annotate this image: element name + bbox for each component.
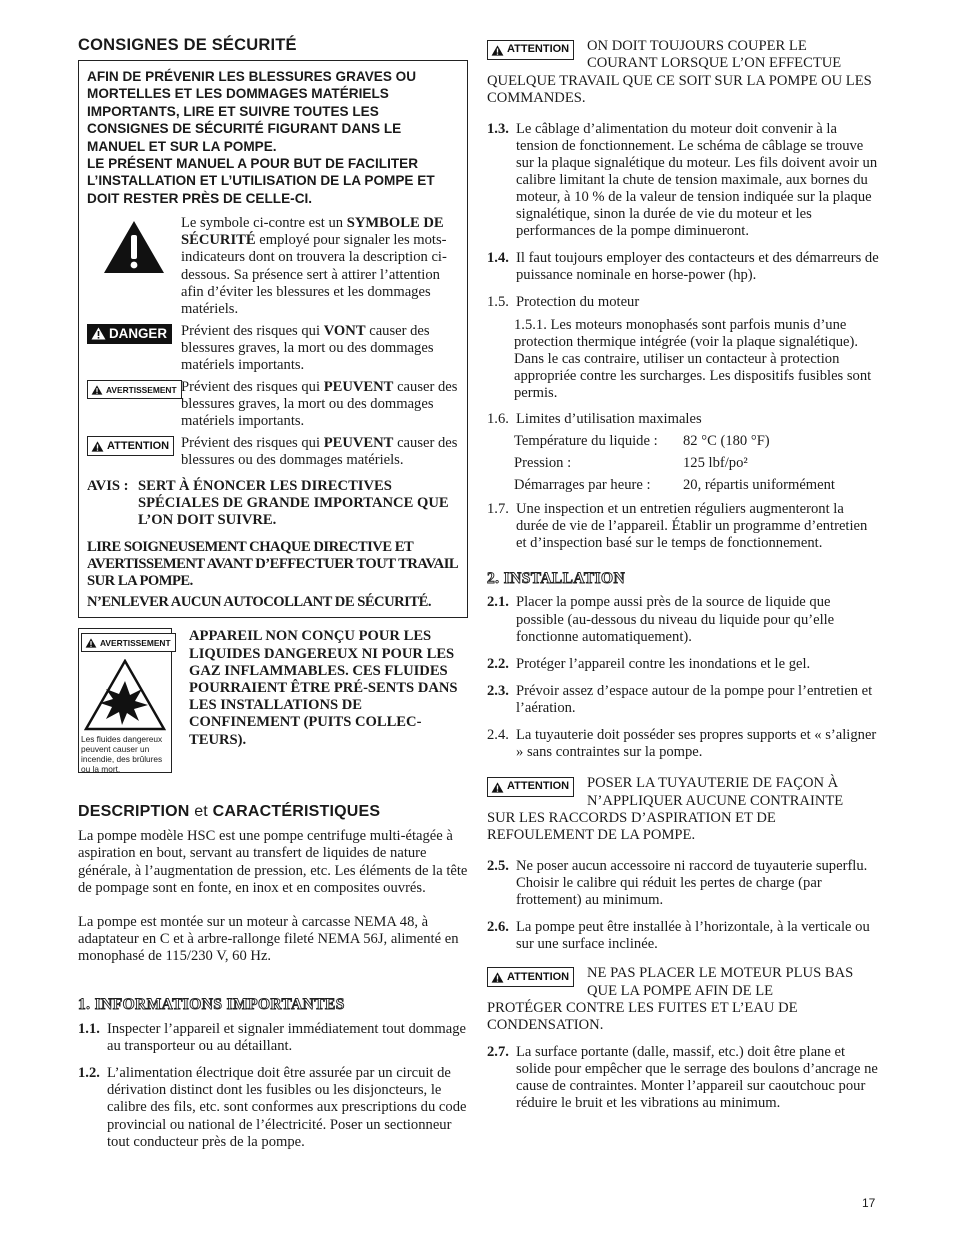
list-item: 2.6. La pompe peut être installée à l’horizontale, à la verticale ou sur une surface inclinée.: [487, 919, 870, 953]
read-instructions-text: LIRE SOIGNEUSEMENT CHAQUE DIRECTIVE ET AVERTISSEMENT AVANT D’EFFECTUER TOUT TRAVAIL SUR LA POMPE.: [87, 538, 458, 589]
operating-limits-table: Température du liquide : 82 °C (180 °F) Pression : 125 lbf/po² Démarrages par heure : 20, répartis uniformément: [514, 433, 835, 494]
explosion-icon: [84, 659, 166, 731]
list-item: 2.4. La tuyauterie doit posséder ses propres supports et « s’aligner » sans contraintes sur la pompe.: [487, 726, 877, 761]
attention-badge: ATTENTION: [87, 436, 174, 456]
safety-alert-icon: [87, 215, 181, 318]
warning-triangle-icon: [85, 638, 97, 648]
avertissement-badge: AVERTISSEMENT: [87, 380, 182, 399]
attention-text: Prévient des risques qui PEUVENT causer des blessures ou des dommages matériels.: [181, 435, 458, 469]
right-column: [487, 38, 879, 1112]
hazardous-fluid-caption: Les fluides dangereux peuvent causer un incendie, des brûlures ou la mort.: [81, 734, 163, 775]
danger-badge: DANGER: [87, 324, 172, 344]
attention-power-notice: ATTENTION ON DOIT TOUJOURS COUPER LE COURANT LORSQUE L’ON EFFECTUE QUELQUE TRAVAIL QUE CE SOIT SUR LA POMPE OU LES COMMANDES.: [487, 38, 872, 107]
safety-symbol-row: [87, 215, 459, 318]
important-info-title: 1. INFORMATIONS IMPORTANTES: [78, 996, 345, 1014]
list-item: 2.7. La surface portante (dalle, massif, etc.) doit être plane et solide pour empêcher que le serrage des boulons d’ancrage ne cause de contraintes. Monter l’appareil sur caoutchouc pour réduire le bruit et les vibrations au minimum.: [487, 1043, 878, 1112]
danger-text: Prévient des risques qui VONT causer des blessures graves, la mort ou des dommages matériels importants.: [181, 322, 434, 373]
page-number: 17: [862, 1196, 876, 1210]
attention-badge: ATTENTION: [487, 967, 574, 987]
hazardous-fluid-label: [78, 628, 172, 773]
list-item: 2.3. Prévoir assez d’espace autour de la pompe pour l’entretien et l’aération.: [487, 682, 873, 716]
installation-title: 2. INSTALLATION: [487, 570, 626, 588]
safety-symbol-text: Le symbole ci-contre est un SYMBOLE DE SÉCURITÉ employé pour signaler les mots-indicateurs dont on trouvera la description ci-dessous. Sa présence sert à attirer l’attention afin d’éviter les blessures et les dommages matériels.: [181, 215, 447, 317]
motor-protection-text: 1.5.1. Les moteurs monophasés sont parfois munis d’une protection thermique intégrée (voir la plaque signalétique). Dans le cas contraire, utiliser un contacteur à protection appropriée contre les surcharges. Les dispositifs fusibles sont permis.: [514, 316, 872, 401]
list-item: 2.1. Placer la pompe aussi près de la source de liquide que possible (au-dessous du niveau du liquide pour qu’elle fonctionne automatiquement).: [487, 594, 835, 645]
danger-row: [87, 323, 459, 374]
attention-motor-notice: ATTENTION NE PAS PLACER LE MOTEUR PLUS BAS QUE LA POMPE AFIN DE LE PROTÉGER CONTRE LES FUITES ET L’EAU DE CONDENSATION.: [487, 965, 854, 1034]
avis-row: [87, 478, 459, 529]
hazardous-fluid-warning: [78, 628, 468, 773]
safety-intro-2: LE PRÉSENT MANUEL A POUR BUT DE FACILITER L’INSTALLATION ET L’UTILISATION DE LA POMPE ET DOIT RESTER PRÈS DE CELLE-CI.: [87, 156, 435, 206]
avis-label: AVIS :: [87, 477, 129, 494]
warning-triangle-icon: [91, 441, 104, 452]
left-column: [78, 36, 468, 1151]
list-item: 1.3. Le câblage d’alimentation du moteur doit convenir à la tension de fonctionnement. Le schéma de câblage se trouve sur la plaque signalétique du moteur. Les fils doivent avoir un calibre limitant la chute de tension maximale, aux bornes du moteur, à 10 % de la valeur de tension indiquée sur la plaque signalétique, sinon la durée de vie du moteur et les performances de la pompe diminueront.: [487, 120, 878, 240]
warning-triangle-icon: [491, 45, 504, 56]
warning-triangle-icon: [91, 385, 103, 395]
avertissement-text: Prévient des risques qui PEUVENT causer des blessures graves, la mort ou des dommages matériels importants.: [181, 379, 458, 430]
list-item: 2.5. Ne poser aucun accessoire ni raccord de tuyauterie superflu. Choisir le calibre qui réduit les pertes de charge (par frottement) au minimum.: [487, 857, 868, 908]
attention-piping-notice: ATTENTION POSER LA TUYAUTERIE DE FAÇON À N’APPLIQUER AUCUNE CONTRAINTE SUR LES RACCORDS D’ASPIRATION ET DE REFOULEMENT DE LA POMPE.: [487, 775, 844, 844]
hazardous-fluid-text: APPAREIL NON CONÇU POUR LES LIQUIDES DANGEREUX NI POUR LES GAZ INFLAMMABLES. CES FLUIDES POURRAIENT ÊTRE PRÉ-SENTS DANS LES INSTALLATIONS DE CONFINEMENT (PUITS COLLEC-TEURS).: [189, 628, 458, 748]
description-paragraph-2: La pompe est montée sur un moteur à carcasse NEMA 48, à adaptateur en C et à arbre-rallonge fileté NEMA 56J, alimenté en monophasé de 115/230 V, 60 Hz.: [78, 913, 459, 964]
list-item: 1.1. Inspecter l’appareil et signaler immédiatement tout dommage au transporteur ou au détaillant.: [78, 1021, 467, 1055]
warning-triangle-icon: [491, 782, 504, 793]
list-item: 2.2. Protéger l’appareil contre les inondations et le gel.: [487, 655, 811, 672]
list-item: 1.2. L’alimentation électrique doit être assurée par un circuit de dérivation distinct dont les fusibles ou les disjoncteurs, le calibre des fils, etc. sont conformes aux prescriptions du code provincial ou national de l’électricité. Poser un sectionneur tout conducteur près de la pompe.: [78, 1065, 467, 1150]
description-title: DESCRIPTION et CARACTÉRISTIQUES: [78, 803, 381, 821]
list-item: 1.5. Protection du moteur: [487, 294, 640, 311]
attention-badge: ATTENTION: [487, 40, 574, 60]
safety-title: CONSIGNES DE SÉCURITÉ: [78, 36, 297, 54]
warning-triangle-icon: [91, 327, 106, 340]
list-item: 1.4. Il faut toujours employer des contacteurs et des démarreurs de puissance nominale en horse-power (hp).: [487, 250, 879, 284]
avertissement-badge: AVERTISSEMENT: [81, 633, 176, 652]
attention-badge: ATTENTION: [487, 777, 574, 797]
safety-intro-1: AFIN DE PRÉVENIR LES BLESSURES GRAVES OU MORTELLES ET LES DOMMAGES MATÉRIELS IMPORTANTS, LIRE ET SUIVRE TOUTES LES CONSIGNES DE SÉCURITÉ FIGURANT DANS LE MANUEL ET SUR LA POMPE.: [87, 69, 417, 154]
remove-sticker-text: N’ENLEVER AUCUN AUTOCOLLANT DE SÉCURITÉ.: [87, 594, 431, 611]
avertissement-row: [87, 379, 459, 430]
warning-triangle-icon: [491, 972, 504, 983]
description-paragraph-1: La pompe modèle HSC est une pompe centrifuge multi-étagée à aspiration en bout, servant au transfert de liquides de nature générale, à l’augmentation de pression, etc. Les éléments de la tête de pompage sont en fonte, en inox et en composites ouvrés.: [78, 828, 468, 896]
safety-box: [78, 60, 468, 618]
avis-text: SERT À ÉNONCER LES DIRECTIVES SPÉCIALES DE GRANDE IMPORTANCE QUE L’ON DOIT SUIVRE.: [138, 477, 449, 528]
list-item: 1.6. Limites d’utilisation maximales: [487, 411, 702, 428]
list-item: 1.7. Une inspection et un entretien réguliers augmenteront la durée de vie de l’appareil. Établir un programme d’entretien et d’inspection basé sur le temps de fonctionnement.: [487, 501, 868, 552]
attention-row: [87, 435, 459, 469]
